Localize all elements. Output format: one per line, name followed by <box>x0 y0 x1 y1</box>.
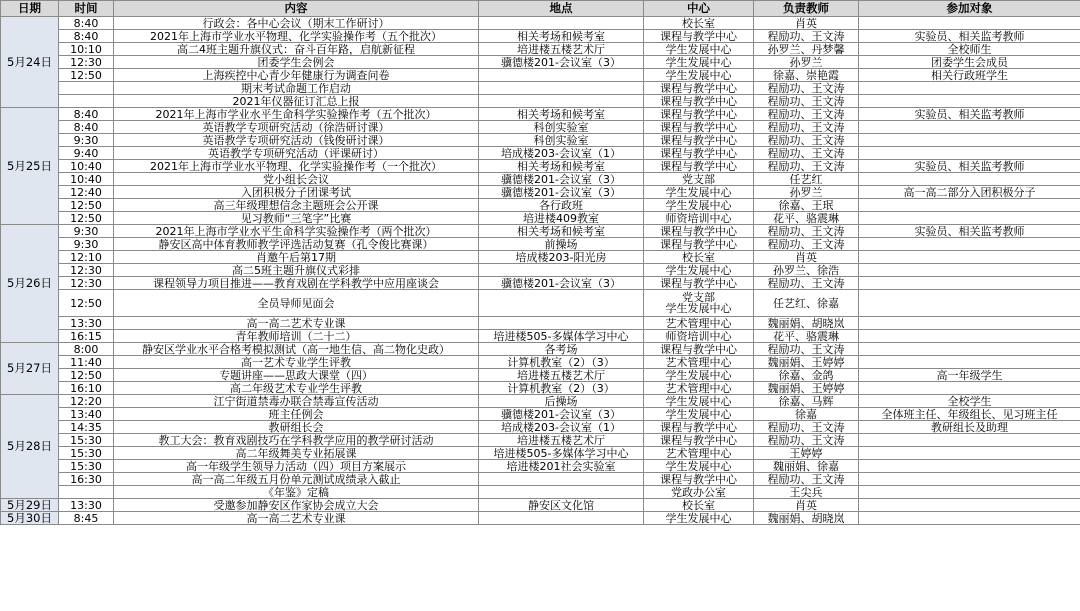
cell-place: 培进楼201社会实验室 <box>479 460 644 473</box>
cell-attendees <box>859 512 1080 525</box>
cell-content: 江宁街道禁毒办联合禁毒宣传活动 <box>114 395 479 408</box>
cell-center: 课程与教学中心 <box>644 277 754 290</box>
cell-content: 英语教学专项研究活动（徐浩研讨课） <box>114 121 479 134</box>
cell-time: 12:10 <box>59 251 114 264</box>
cell-place: 相关考场和候考室 <box>479 160 644 173</box>
cell-teacher: 程励功、王文涛 <box>754 108 859 121</box>
cell-content: 青年教师培训（二十二） <box>114 330 479 343</box>
table-row <box>1 434 1080 447</box>
cell-time: 8:45 <box>59 512 114 525</box>
cell-time: 12:40 <box>59 186 114 199</box>
cell-time <box>59 82 114 95</box>
cell-place: 培进楼505-多媒体学习中心 <box>479 447 644 460</box>
cell-teacher: 魏丽娟、胡晓岚 <box>754 512 859 525</box>
table-row <box>1 199 1080 212</box>
header-center: 中心 <box>644 1 754 17</box>
cell-attendees <box>859 447 1080 460</box>
cell-time: 12:20 <box>59 395 114 408</box>
cell-content: 教研组长会 <box>114 421 479 434</box>
table-row <box>1 186 1080 199</box>
cell-attendees: 教研组长及助理 <box>859 421 1080 434</box>
cell-attendees <box>859 460 1080 473</box>
cell-teacher: 孙罗兰 <box>754 186 859 199</box>
cell-time: 10:10 <box>59 43 114 56</box>
cell-place: 培进楼五楼艺术厅 <box>479 434 644 447</box>
cell-attendees: 高一高二部分入团积极分子 <box>859 186 1080 199</box>
cell-content: 英语教学专项研究活动（钱俊研讨课） <box>114 134 479 147</box>
cell-content: 课程领导力项目推进——教育戏剧在学科教学中应用座谈会 <box>114 277 479 290</box>
cell-teacher: 程励功、王文涛 <box>754 434 859 447</box>
cell-teacher: 魏丽娟、王婷婷 <box>754 356 859 369</box>
cell-place: 骥德楼201-会议室（3） <box>479 56 644 69</box>
cell-center: 课程与教学中心 <box>644 82 754 95</box>
cell-content: 高二4班主题升旗仪式：奋斗百年路，启航新征程 <box>114 43 479 56</box>
cell-content: 团委学生会例会 <box>114 56 479 69</box>
cell-content: 受邀参加静安区作家协会成立大会 <box>114 499 479 512</box>
schedule-body <box>1 17 1080 525</box>
cell-attendees <box>859 147 1080 160</box>
cell-content: 肖邀午后第17期 <box>114 251 479 264</box>
cell-time: 15:30 <box>59 447 114 460</box>
cell-teacher: 肖英 <box>754 499 859 512</box>
table-row <box>1 486 1080 499</box>
table-row <box>1 251 1080 264</box>
cell-attendees <box>859 82 1080 95</box>
table-row <box>1 356 1080 369</box>
table-row <box>1 108 1080 121</box>
cell-time <box>59 95 114 108</box>
cell-place: 相关考场和候考室 <box>479 225 644 238</box>
cell-content: 高三年级理想信念主题班会公开课 <box>114 199 479 212</box>
cell-teacher: 程励功、王文涛 <box>754 421 859 434</box>
table-row <box>1 512 1080 525</box>
cell-content: 高一年级学生领导力活动（四）项目方案展示 <box>114 460 479 473</box>
cell-teacher: 程励功、王文涛 <box>754 343 859 356</box>
cell-content: 高一高二艺术专业课 <box>114 512 479 525</box>
table-row <box>1 395 1080 408</box>
cell-teacher: 徐嘉、金鸽 <box>754 369 859 382</box>
cell-time: 16:15 <box>59 330 114 343</box>
cell-time: 9:30 <box>59 225 114 238</box>
table-row <box>1 69 1080 82</box>
cell-content: 高二5班主题升旗仪式彩排 <box>114 264 479 277</box>
cell-attendees <box>859 473 1080 486</box>
cell-teacher: 任艺红、徐嘉 <box>754 290 859 317</box>
table-row <box>1 121 1080 134</box>
cell-content: 静安区高中体育教师教学评选活动复赛（孔令俊比赛课） <box>114 238 479 251</box>
cell-teacher: 程励功、王文涛 <box>754 82 859 95</box>
table-row <box>1 473 1080 486</box>
cell-date: 5月28日 <box>1 395 59 499</box>
cell-attendees: 全校师生 <box>859 43 1080 56</box>
cell-attendees: 实验员、相关监考教师 <box>859 160 1080 173</box>
cell-center: 课程与教学中心 <box>644 473 754 486</box>
cell-center: 课程与教学中心 <box>644 421 754 434</box>
cell-date: 5月27日 <box>1 343 59 395</box>
cell-attendees <box>859 251 1080 264</box>
table-row <box>1 421 1080 434</box>
cell-date: 5月24日 <box>1 17 59 108</box>
cell-time: 15:30 <box>59 460 114 473</box>
cell-content: 静安区学业水平合格考模拟测试（高一地生信、高二物化史政） <box>114 343 479 356</box>
cell-teacher: 魏丽娟、胡晓岚 <box>754 317 859 330</box>
cell-place <box>479 69 644 82</box>
cell-place: 科创实验室 <box>479 134 644 147</box>
cell-content: 高二年级艺术专业学生评教 <box>114 382 479 395</box>
cell-time: 8:00 <box>59 343 114 356</box>
cell-center: 党支部 学生发展中心 <box>644 290 754 317</box>
cell-content: 全员导师见面会 <box>114 290 479 317</box>
table-row <box>1 43 1080 56</box>
cell-time: 8:40 <box>59 121 114 134</box>
cell-teacher: 肖英 <box>754 251 859 264</box>
cell-content: 高二年级舞美专业拓展课 <box>114 447 479 460</box>
cell-content: 见习教师“三笔字”比赛 <box>114 212 479 225</box>
cell-place <box>479 17 644 30</box>
cell-teacher: 程励功、王文涛 <box>754 473 859 486</box>
cell-time: 12:30 <box>59 264 114 277</box>
cell-time: 12:50 <box>59 212 114 225</box>
cell-place: 骥德楼201-会议室（3） <box>479 173 644 186</box>
cell-time: 8:40 <box>59 108 114 121</box>
cell-time: 12:30 <box>59 56 114 69</box>
cell-time: 16:30 <box>59 473 114 486</box>
cell-time: 9:40 <box>59 147 114 160</box>
cell-content: 高一高二年级五月份单元测试成绩录入截止 <box>114 473 479 486</box>
cell-teacher: 任艺红 <box>754 173 859 186</box>
cell-center: 学生发展中心 <box>644 199 754 212</box>
cell-place: 培进楼五楼艺术厅 <box>479 369 644 382</box>
cell-time: 16:10 <box>59 382 114 395</box>
cell-attendees: 实验员、相关监考教师 <box>859 108 1080 121</box>
cell-content: 《年鉴》定稿 <box>114 486 479 499</box>
cell-content: 2021年仪器征订汇总上报 <box>114 95 479 108</box>
cell-teacher: 程励功、王文涛 <box>754 147 859 160</box>
cell-attendees: 高一年级学生 <box>859 369 1080 382</box>
cell-center: 学生发展中心 <box>644 369 754 382</box>
cell-time: 13:30 <box>59 499 114 512</box>
cell-attendees <box>859 134 1080 147</box>
cell-attendees <box>859 17 1080 30</box>
cell-attendees: 实验员、相关监考教师 <box>859 225 1080 238</box>
cell-teacher: 孙罗兰 <box>754 56 859 69</box>
cell-teacher: 徐嘉、马辉 <box>754 395 859 408</box>
cell-date: 5月30日 <box>1 512 59 525</box>
cell-teacher: 程励功、王文涛 <box>754 95 859 108</box>
cell-content: 2021年上海市学业水平物理、化学实验操作考（五个批次） <box>114 30 479 43</box>
cell-place: 培成楼203-会议室（1） <box>479 421 644 434</box>
cell-date: 5月25日 <box>1 108 59 225</box>
cell-place <box>479 82 644 95</box>
cell-attendees <box>859 173 1080 186</box>
cell-content: 高一高二艺术专业课 <box>114 317 479 330</box>
cell-center: 校长室 <box>644 251 754 264</box>
table-row <box>1 499 1080 512</box>
table-row <box>1 225 1080 238</box>
cell-content: 专题讲座——思政大课堂（四） <box>114 369 479 382</box>
cell-center: 艺术管理中心 <box>644 447 754 460</box>
cell-place: 计算机教室（2）（3） <box>479 356 644 369</box>
cell-teacher: 孙罗兰、徐浩 <box>754 264 859 277</box>
table-row <box>1 343 1080 356</box>
cell-attendees <box>859 264 1080 277</box>
table-row <box>1 173 1080 186</box>
cell-teacher: 孙罗兰、丹梦馨 <box>754 43 859 56</box>
cell-center: 学生发展中心 <box>644 264 754 277</box>
cell-center: 学生发展中心 <box>644 512 754 525</box>
table-row <box>1 134 1080 147</box>
cell-content: 教工大会：教育戏剧技巧在学科教学应用的教学研讨活动 <box>114 434 479 447</box>
cell-time: 10:40 <box>59 160 114 173</box>
header-date: 日期 <box>1 1 59 17</box>
cell-time <box>59 486 114 499</box>
cell-teacher: 王婷婷 <box>754 447 859 460</box>
cell-center: 课程与教学中心 <box>644 434 754 447</box>
cell-teacher: 花平、骆震琳 <box>754 330 859 343</box>
cell-place: 后操场 <box>479 395 644 408</box>
cell-place <box>479 264 644 277</box>
cell-center: 课程与教学中心 <box>644 95 754 108</box>
cell-content: 上海疾控中心青少年健康行为调查问卷 <box>114 69 479 82</box>
cell-attendees: 全体班主任、年级组长、见习班主任 <box>859 408 1080 421</box>
cell-time: 12:50 <box>59 199 114 212</box>
cell-teacher: 魏丽娟、王婷婷 <box>754 382 859 395</box>
cell-time: 13:40 <box>59 408 114 421</box>
header-content: 内容 <box>114 1 479 17</box>
cell-attendees: 全校学生 <box>859 395 1080 408</box>
cell-center: 学生发展中心 <box>644 395 754 408</box>
cell-time: 12:50 <box>59 369 114 382</box>
cell-center: 课程与教学中心 <box>644 160 754 173</box>
cell-content: 入团积极分子团课考试 <box>114 186 479 199</box>
table-row <box>1 382 1080 395</box>
cell-center: 课程与教学中心 <box>644 147 754 160</box>
cell-content: 2021年上海市学业水平生命科学实验操作考（五个批次） <box>114 108 479 121</box>
cell-center: 学生发展中心 <box>644 43 754 56</box>
header-time: 时间 <box>59 1 114 17</box>
cell-attendees <box>859 317 1080 330</box>
cell-place: 培成楼203-会议室（1） <box>479 147 644 160</box>
cell-teacher: 程励功、王文涛 <box>754 30 859 43</box>
cell-center: 课程与教学中心 <box>644 225 754 238</box>
cell-content: 党小组长会议 <box>114 173 479 186</box>
cell-content: 行政会：各中心会议（期末工作研讨） <box>114 17 479 30</box>
cell-place <box>479 317 644 330</box>
cell-time: 12:50 <box>59 69 114 82</box>
cell-center: 学生发展中心 <box>644 186 754 199</box>
cell-place <box>479 473 644 486</box>
cell-time: 12:30 <box>59 277 114 290</box>
cell-attendees: 团委学生会成员 <box>859 56 1080 69</box>
table-row <box>1 238 1080 251</box>
cell-content: 期末考试命题工作启动 <box>114 82 479 95</box>
cell-attendees <box>859 121 1080 134</box>
cell-center: 艺术管理中心 <box>644 382 754 395</box>
cell-attendees <box>859 434 1080 447</box>
cell-attendees <box>859 212 1080 225</box>
cell-center: 学生发展中心 <box>644 408 754 421</box>
cell-center: 学生发展中心 <box>644 69 754 82</box>
cell-place: 前操场 <box>479 238 644 251</box>
cell-date: 5月26日 <box>1 225 59 343</box>
cell-attendees <box>859 238 1080 251</box>
cell-time: 12:50 <box>59 290 114 317</box>
header-place: 地点 <box>479 1 644 17</box>
cell-attendees <box>859 95 1080 108</box>
cell-content: 高一艺术专业学生评教 <box>114 356 479 369</box>
table-row <box>1 30 1080 43</box>
cell-place: 培进楼409教室 <box>479 212 644 225</box>
cell-place: 骥德楼201-会议室（3） <box>479 408 644 421</box>
cell-content: 英语教学专项研究活动（评课研讨） <box>114 147 479 160</box>
cell-time: 14:35 <box>59 421 114 434</box>
cell-teacher: 程励功、王文涛 <box>754 121 859 134</box>
cell-place: 培进楼505-多媒体学习中心 <box>479 330 644 343</box>
table-row <box>1 264 1080 277</box>
cell-teacher: 魏丽娟、徐嘉 <box>754 460 859 473</box>
cell-teacher: 徐嘉、崇艳霞 <box>754 69 859 82</box>
cell-center: 课程与教学中心 <box>644 121 754 134</box>
header-teacher: 负责教师 <box>754 1 859 17</box>
cell-time: 15:30 <box>59 434 114 447</box>
cell-place: 计算机教室（2）（3） <box>479 382 644 395</box>
cell-time: 8:40 <box>59 17 114 30</box>
cell-teacher: 程励功、王文涛 <box>754 160 859 173</box>
table-row <box>1 17 1080 30</box>
cell-place: 相关考场和候考室 <box>479 108 644 121</box>
cell-center: 师资培训中心 <box>644 212 754 225</box>
cell-attendees <box>859 382 1080 395</box>
table-row <box>1 277 1080 290</box>
cell-center: 党政办公室 <box>644 486 754 499</box>
cell-time: 8:40 <box>59 30 114 43</box>
cell-attendees <box>859 343 1080 356</box>
cell-time: 11:40 <box>59 356 114 369</box>
cell-attendees: 实验员、相关监考教师 <box>859 30 1080 43</box>
cell-place: 骥德楼201-会议室（3） <box>479 277 644 290</box>
cell-place <box>479 290 644 317</box>
cell-attendees <box>859 199 1080 212</box>
cell-place: 培成楼203-阳光房 <box>479 251 644 264</box>
cell-center: 课程与教学中心 <box>644 238 754 251</box>
header-attendees: 参加对象 <box>859 1 1080 17</box>
table-row <box>1 408 1080 421</box>
cell-center: 党支部 <box>644 173 754 186</box>
table-row <box>1 212 1080 225</box>
cell-time: 9:30 <box>59 238 114 251</box>
cell-content: 班主任例会 <box>114 408 479 421</box>
table-row <box>1 56 1080 69</box>
cell-place <box>479 486 644 499</box>
cell-teacher: 徐嘉 <box>754 408 859 421</box>
table-row <box>1 330 1080 343</box>
cell-content: 2021年上海市学业水平物理、化学实验操作考（一个批次） <box>114 160 479 173</box>
cell-place: 静安区文化馆 <box>479 499 644 512</box>
table-row <box>1 82 1080 95</box>
cell-teacher: 王尖兵 <box>754 486 859 499</box>
cell-attendees <box>859 290 1080 317</box>
cell-center: 学生发展中心 <box>644 56 754 69</box>
cell-center: 校长室 <box>644 17 754 30</box>
cell-place: 相关考场和候考室 <box>479 30 644 43</box>
cell-teacher: 程励功、王文涛 <box>754 277 859 290</box>
cell-time: 13:30 <box>59 317 114 330</box>
table-row <box>1 290 1080 317</box>
cell-teacher: 程励功、王文涛 <box>754 134 859 147</box>
table-row <box>1 460 1080 473</box>
cell-place <box>479 95 644 108</box>
cell-teacher: 程励功、王文涛 <box>754 238 859 251</box>
header-row <box>1 1 1080 17</box>
table-row <box>1 447 1080 460</box>
cell-attendees <box>859 277 1080 290</box>
cell-time: 9:30 <box>59 134 114 147</box>
cell-content: 2021年上海市学业水平生命科学实验操作考（两个批次） <box>114 225 479 238</box>
cell-time: 10:40 <box>59 173 114 186</box>
table-row <box>1 147 1080 160</box>
cell-place: 各考场 <box>479 343 644 356</box>
cell-center: 课程与教学中心 <box>644 108 754 121</box>
cell-center: 艺术管理中心 <box>644 356 754 369</box>
cell-place: 骥德楼201-会议室（3） <box>479 186 644 199</box>
cell-teacher: 徐嘉、王珉 <box>754 199 859 212</box>
cell-attendees <box>859 499 1080 512</box>
cell-place: 培进楼五楼艺术厅 <box>479 43 644 56</box>
cell-place: 各行政班 <box>479 199 644 212</box>
table-row <box>1 95 1080 108</box>
cell-teacher: 程励功、王文涛 <box>754 225 859 238</box>
cell-place <box>479 512 644 525</box>
cell-attendees <box>859 330 1080 343</box>
cell-center: 课程与教学中心 <box>644 30 754 43</box>
cell-center: 校长室 <box>644 499 754 512</box>
cell-place: 科创实验室 <box>479 121 644 134</box>
cell-attendees: 相关行政班学生 <box>859 69 1080 82</box>
cell-date: 5月29日 <box>1 499 59 512</box>
cell-attendees <box>859 486 1080 499</box>
cell-center: 课程与教学中心 <box>644 343 754 356</box>
table-row <box>1 160 1080 173</box>
table-row <box>1 317 1080 330</box>
cell-teacher: 肖英 <box>754 17 859 30</box>
table-row <box>1 369 1080 382</box>
cell-center: 课程与教学中心 <box>644 134 754 147</box>
cell-teacher: 花平、骆震琳 <box>754 212 859 225</box>
cell-center: 学生发展中心 <box>644 460 754 473</box>
cell-center: 艺术管理中心 <box>644 317 754 330</box>
cell-attendees <box>859 356 1080 369</box>
cell-center: 师资培训中心 <box>644 330 754 343</box>
